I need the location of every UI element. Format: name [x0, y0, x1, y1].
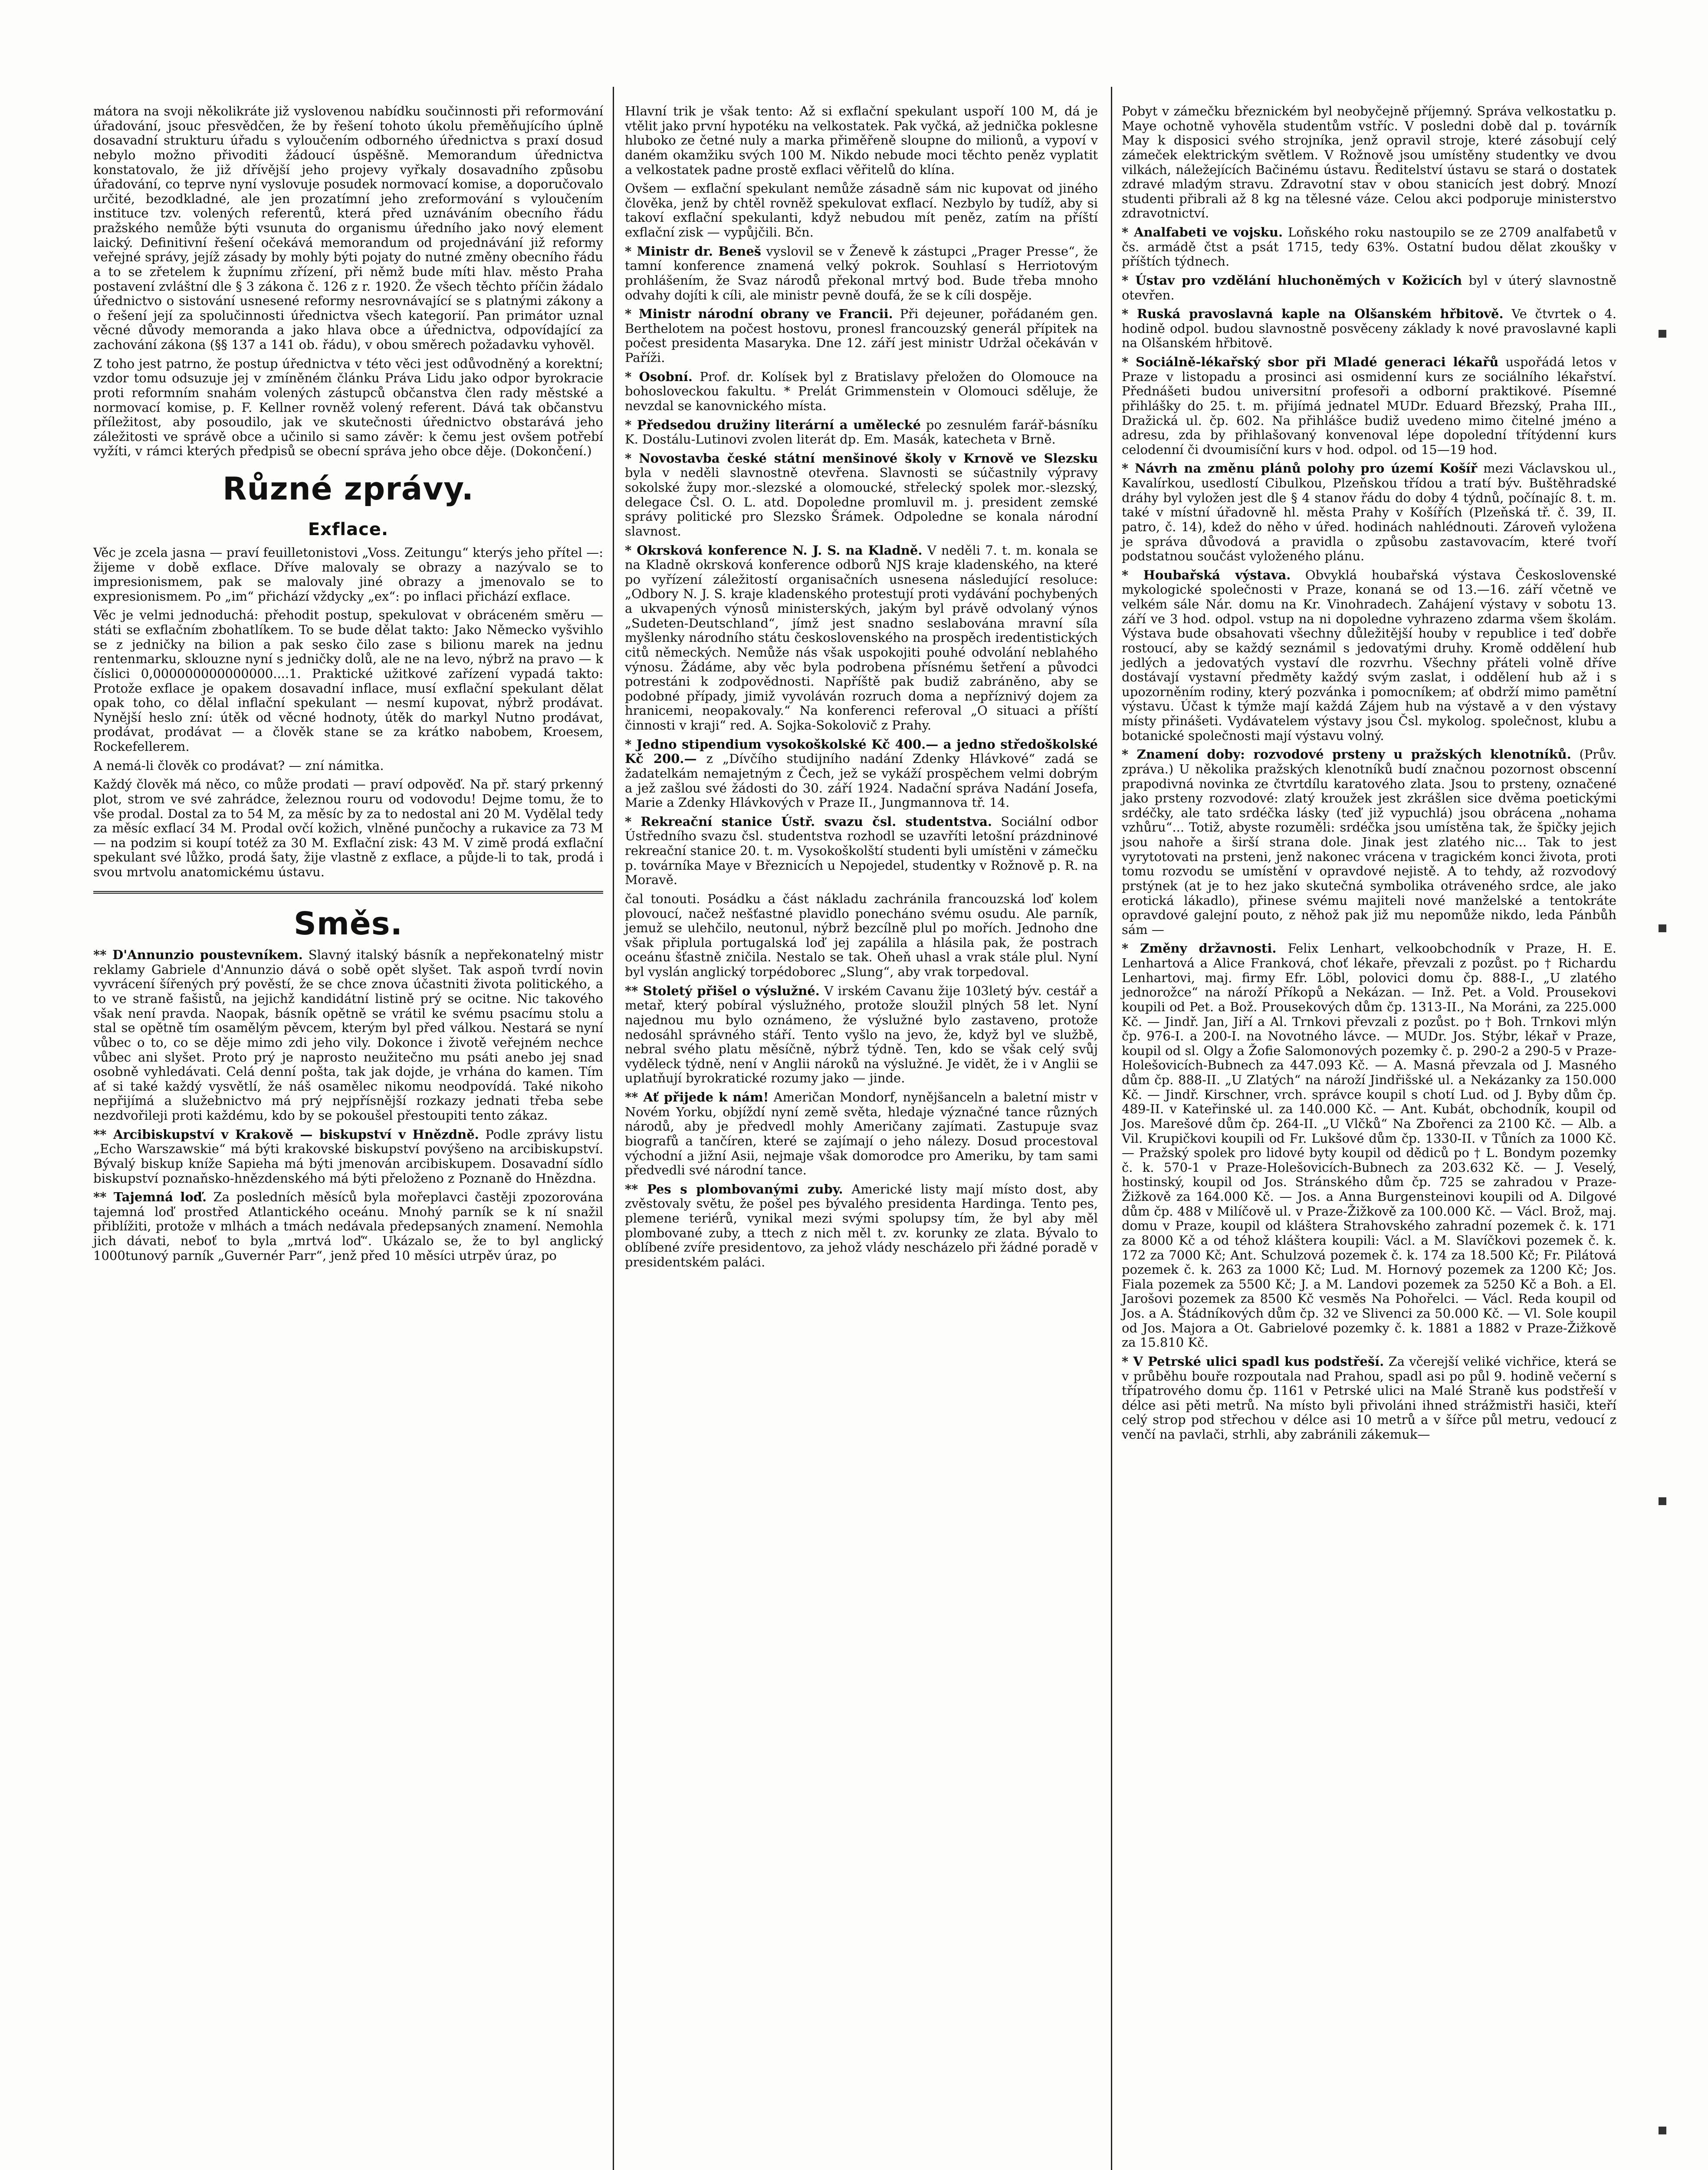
article-paragraph	[1122, 568, 1616, 743]
article-paragraph	[1122, 225, 1616, 269]
article-title: * Ministr dr. Beneš	[625, 243, 762, 259]
article-title: * Návrh na změnu plánů polohy pro území Košíř	[1122, 461, 1478, 476]
article-title: ** D'Annunzio poustevníkem.	[93, 947, 303, 963]
article-paragraph	[93, 777, 603, 879]
article-paragraph	[93, 1128, 603, 1186]
article-paragraph	[625, 892, 1098, 980]
column-3-articles	[1122, 104, 1616, 1442]
article-paragraph	[93, 546, 603, 604]
article-text: mátora na svoji několikráte již vyslovenou nabídku součinnosti při reformování úřadování, jsouc přesvědčen, že by řešení tohoto úkolu přeměňujícího úplně dosavadní strukturu úřadu s vyloučením odborného úřednictva s praxí dosud nebylo možno přivoditi žádoucí úspěšně. Memorandum úřednictva konstatovalo, že již dřívější jeho projevy vyřkaly dosavadního způsobu úřadování, co teprve nyní vyslovuje posudek normovací komise, a doporučovalo určité, bezodkladné, ale jen prozatímní jeho zreformování s vyloučením instituce tzv. volených referentů, která před uznáváním obecního řádu pražského nemůže býti vsunuta do organismu úředního jako nový element laický. Definitivní řešení očekává memorandum od projednávání již reformy veřejné správy, jejíž zásady by mohly býti pojaty do nutné změny obecního řádu a to se zřetelem k župnímu zřízení, při němž bude míti hlav. město Praha postavení zvláštní dle § 3 zákona č. 126 z r. 1920. Že všech těchto příčin žádalo úřednictvo o sistování usnesené reformy nesrovnávající se s platnými zákony a o řešení její za spolučinnosti úřednictva všech kategorií. Pan primátor uznal věcné důvody memoranda a jako hlava obce a úřednictva, odpovídající za zachování zákona (§§ 137 a 141 ob. řádu), v obou směrech požadavku vyhověl.	[93, 104, 603, 352]
article-paragraph	[625, 451, 1098, 539]
article-title: * Okrsková konference N. J. S. na Kladně.	[625, 542, 923, 558]
article-title: ** Arcibiskupství v Krakově — biskupství v Hnězdně.	[93, 1127, 479, 1142]
article-title: * Ústav pro vzdělání hluchoněmých v Kožicích	[1122, 273, 1462, 288]
article-title: ** Ať přijede k nám!	[625, 1090, 769, 1105]
article-paragraph	[625, 543, 1098, 733]
scan-edge-mark	[1659, 330, 1666, 338]
article-paragraph	[1122, 1355, 1616, 1442]
article-text: Ovšem — exflační spekulant nemůže zásadně sám nic kupovat od jiného člověka, jenž by chtěl rovněž spekulovat exflací. Nezbylo by tudíž, aby si takoví exflační spekulanti, když nebudou mít peněz, zatím na příští exflační zisk — vypůjčili. Bčn.	[625, 181, 1098, 240]
article-paragraph	[1122, 941, 1616, 1350]
article-title: * Předsedou družiny literární a umělecké	[625, 417, 921, 432]
article-text: byla v neděli slavnostně otevřena. Slavnosti se súčastnily výpravy sokolské župy mor.-slezské a olomoucké, střelecký spolek mor.-slezský, delegace Čsl. O. L. atd. Dopoledne promluvil m. j. president zemské správy politické pro Slezsko Šrámek. Odpoledne se konala národní slavnost.	[625, 465, 1098, 539]
article-paragraph	[93, 759, 603, 773]
article-paragraph	[625, 307, 1098, 365]
section-heading-smes: Směs.	[294, 905, 403, 942]
article-title: * Změny državnosti.	[1122, 941, 1277, 956]
article-text: Hlavní trik je však tento: Až si exflační spekulant uspoří 100 M, dá je vtělit jako první hypotéku na velkostatek. Pak vyčká, až jednička poklesne hluboko ze četné nuly a marka přiměřeně sloupne do milionů, a vypoví v daném okamžiku svých 100 M. Nikdo nebude moci těchto peněz vyplatit a velkostatek padne prostě exflaci věřitelů do klína.	[625, 104, 1098, 177]
article-text: Při dejeuner, pořádaném gen. Berthelotem na počest hostovu, pronesl francouzský generál přípitek na počest presidenta Masaryka. Dne 12. září jest ministr Udržal očekáván v Paříži.	[625, 306, 1098, 365]
article-text: V irském Cavanu žije 103letý býv. cestář a metař, který pobíral výslužného, protože sloužil plných 58 let. Nyní najednou mu bylo oznámeno, že výslužné bylo zastaveno, protože nedosáhl správného stáří. Tento vyšlo na jevo, že, když byl ve službě, nebral svého platu měsíčně, nýbrž týdně. Ten, kdo se však celý svůj vyděleck týdně, není v Anglii nároků na výslužné. Je vidět, že i v Anglii se uplatňují byrokratické rozumy jako — jinde.	[625, 983, 1098, 1086]
article-paragraph	[625, 418, 1098, 447]
article-text: po zesnulém farář-básníku K. Dostálu-Lutinovi zvolen literát dp. Em. Masák, katecheta v Brně.	[625, 417, 1098, 447]
scan-edge-mark	[1659, 1497, 1666, 1505]
article-text: Ve čtvrtek o 4. hodině odpol. budou slavnostně posvěceny základy k nové pravoslavné kapli na Olšanském hřbitově.	[1122, 306, 1617, 351]
article-text: Sociální odbor Ústředního svazu čsl. studentstva rozhodl se uzavříti letošní prázdninové rekreační stanice 20. t. m. Vysokoškolští studenti byli umístěni v zámečku p. továrníka Maye v Březnicích u Nepojedel, studentky v Rožnově p. R. na Moravě.	[625, 814, 1098, 888]
article-text: V neděli 7. t. m. konala se na Kladně okrsková konference odborů NJS kraje kladenského, na které po vyřízení záležitostí organisačních usnesena následující resoluce: „Odbory N. J. S. kraje kladenského protestují proti vydávání pochybených a ukvapených výnosů ministerských, jakým byl právě odvolaný výnos „Sudeten-Deutschland“, jímž jest snadno seslabována mravní síla myšlenky národního státu československého na prospěch iredentistických citů německých. Nemůže nás však uspokojiti pouhé odvolání neblahého výnosu. Žádáme, aby věc byla podrobena přísnému šetření a původci potrestáni k zodpovědnosti. Napříště pak budiž zabráněno, aby se podobné případy, jimiž vyvoláván rozruch doma a nepříznivý dojem za hranicemi, neopakovaly.“ Na konferenci referoval „O situaci a příští činnosti v kraji“ red. A. Sojka-Sokolovič z Prahy.	[625, 542, 1098, 733]
article-paragraph	[625, 815, 1098, 888]
article-text: A nemá-li člověk co prodávat? — zní námitka.	[93, 758, 384, 773]
article-heading-exflace: Exflace.	[308, 519, 389, 539]
article-title: * Ministr národní obrany ve Francii.	[625, 306, 893, 322]
article-paragraph	[625, 737, 1098, 810]
article-paragraph	[1122, 461, 1616, 563]
article-text: Podle zprávy listu „Echo Warszawskie“ má býti krakovské biskupství povýšeno na arcibiskupství. Bývalý biskup kníže Sapieha má býti jmenován arcibiskupem. Dosavadní sídlo biskupství poznaňsko-hnězdenského má býti přeloženo z Poznaně do Hnězdna.	[93, 1127, 603, 1186]
article-paragraph	[625, 1090, 1098, 1178]
article-title: * Sociálně-lékařský sbor při Mladé generaci lékařů	[1122, 355, 1499, 369]
article-paragraph	[1122, 104, 1616, 221]
article-text: Každý člověk má něco, co může prodati — praví odpověď. Na př. starý prkenný plot, strom ve své zahrádce, železnou rouru od vodovodu! Dejme tomu, že to vše prodal. Dostal za to 54 M, za měsíc by za to nedostal ani 20 M. Vydělal tedy za měsíc exflací 34 M. Prodal ovčí kožich, vlněné punčochy a rukavice za 73 M — na podzim si koupí totéž za 30 M. Exflační zisk: 43 M. V zimě prodá exflační spekulant své lůžko, prodá šaty, žije vlastně z exflace, a půjde-li to tak, prodá i svou mrtvolu anatomickému ústavu.	[93, 777, 603, 880]
article-title: * Osobní.	[625, 369, 693, 384]
column-1-smes-articles	[93, 948, 603, 1263]
scan-edge-mark	[1659, 2127, 1666, 2134]
article-text: Loňského roku nastoupilo se ze 2709 analfabetů v čs. armádě čtst a psát 1715, tedy 63%. Ostatní budou dělat zkoušky v příštích týdnech.	[1122, 225, 1617, 269]
article-title: ** Stoletý přišel o výslužné.	[625, 983, 820, 998]
article-paragraph	[625, 370, 1098, 414]
section-heading-ruzne-zpravy: Různé zprávy.	[223, 470, 474, 507]
article-paragraph	[93, 608, 603, 754]
article-text: čal tonouti. Posádku a část nákladu zachránila francouzská loď kolem plovoucí, načež nešťastné plavidlo ponecháno svému osudu. Ale parník, jemuž se ulehčilo, neutonul, nýbrž bezcílně plul po mořích. Jednoho dne však připlula portugalská loď jej zapálila a hlásila pak, že postrach oceánu šťastně zničila. Nestalo se tak. Oheň uhasl a vrak stále plul. Nyní byl vyslán anglický torpédoborec „Slung“, aby vrak torpedoval.	[625, 891, 1098, 979]
article-paragraph	[1122, 273, 1616, 302]
article-paragraph	[1122, 355, 1616, 457]
article-paragraph	[625, 244, 1098, 303]
article-paragraph	[93, 1190, 603, 1263]
column-1-top-articles	[93, 104, 603, 459]
article-title: ** Tajemná loď.	[93, 1190, 207, 1205]
article-text: Věc je velmi jednoduchá: přehodit postup, spekulovat v obráceném směru — státi se exflačním zbohatlíkem. To se bude dělat takto: Jako Německo vyšvihlo se z jedničky na bilion a pak sesko čilo zase s bilionu marek na jednu rentenmarku, sklouzne nyní s jedničky dolů, ale ne na levo, nýbrž na pravo — k číslici 0,000000000000000....1. Praktické užitkové zařízení vypadá takto: Protože exflace je opakem dosavadní inflace, musí exflační spekulant dělat opak toho, co dělal inflační spekulant — nesmí kupovat, nýbrž prodávat. Nynější heslo zní: útěk od věcné hodnoty, útěk do markyl Nutno prodávat, prodávat, prodávat — a člověk stane se za krátko nabobem, Kroesem, Rockefellerem.	[93, 608, 603, 754]
article-paragraph	[625, 104, 1098, 177]
article-text: Obvyklá houbařská výstava Československé mykologické společnosti v Praze, konaná se od 13.—16. září včetně ve velkém sále Nár. domu na Kr. Vinohradech. Zahájení výstavy v sobotu 13. září ve 3 hod. odpol. vstup na ni dopoledne vyhrazeno zdarma všem školám. Výstava bude obsahovati všechny důležitější houby v republice i teď dobře rostoucí, aby se každý seznámil s jedovatými druhy. Kromě oddělení hub jedlých a jedovatých vystaví dle rozvrhu. Všechny přáteli volně dříve dostávají vystavní předměty každý svým zaslat, i oddělení hub až i s upozorněním rodiny, který pozvánka i pomocníkem; ať obdrží mimo pamětní výstavu. Účast k týmže mají každá Zájem hub na výstavě a v den výstavy místy přinášeti. Vydávatelem výstavy jsou Čsl. mykolog. společnost, klubu a botanické společnosti mají výstavu volný.	[1122, 567, 1617, 743]
article-text: Prof. dr. Kolísek byl z Bratislavy přeložen do Olomouce na bohosloveckou fakultu. * Prelát Grimmenstein v Olomouci sděluje, že nevzdal se kanovnického místa.	[625, 369, 1098, 413]
article-paragraph	[625, 181, 1098, 240]
column-3	[1122, 104, 1616, 1447]
article-text: (Prův. zpráva.) U několika pražských klenotníků budí značnou pozornost obscenní prapodivná novinka ze čtvrtdílu karatového zlata. Jsou to prsteny, označené jako prsteny rozvodové: zlatý kroužek jest zkrášlen sice dvěma poetickými srdéčky, ale tato srdéčka lásky (teď již vypuchlá) jsou obrácena „nohama vzhůru“... Totiž, abyste rozuměli: srdéčka jsou umístěna tak, že špičky jejich jsou nahoře a širší strana dole. Jinak jest zlatého nic... Tak to jest vyrytotovati na prsteni, jenž nakonec vrácena v tragickém konci života, proti tomu rozvodu se umístění v opravdové nejistě. A to tehdy, až rozvodový prstýnek (at je to hez jako skutečná symbolika otráveného srdce, ale jako erotická lákadlo), přinese svému majiteli nové manželské a tentokráte opravdové galejní pouto, z něhož pak již mu nepomůže nikdo, leda Pánbůh sám —	[1122, 747, 1616, 937]
column-rule-1	[613, 87, 614, 2170]
article-text: Americké listy mají místo dost, aby zvěstovaly světu, že pošel pes bývalého presidenta Hardinga. Tento pes, plemene teriérů, vynikal mezi svými spolupsy tím, že byl aby měl plombované zuby, a ttech z nich měl t. zv. korunky ze zlata. Bývalo to oblíbené zvíře presidentovo, za jehož vlády nescházelo při žádné poradě v presidentském paláci.	[625, 1181, 1098, 1269]
article-text: Věc je zcela jasna — praví feuilletonistovi „Voss. Zeitungu“ kterýs jeho přítel —: žijeme v době exflace. Dříve malovaly se obrazy a nazývalo se to impresionismem, pak se malovaly jiné obrazy a jmenovalo se to expresionismem. Po „im“ přichází vždycky „ex“: po inflaci přichází exflace.	[93, 545, 603, 604]
article-text: Za posledních měsíců byla mořeplavci častěji zpozorována tajemná loď prostřed Atlantického oceánu. Mnohý parník se k ní snažil přiblížiti, protože v mlhách a tmách nedávala předepsaných znamení. Nemohla jich dávati, neboť to byla „mrtvá loď“. Ukázalo se, že to byl anglický 1000tunový parník „Guvernér Parr“, jenž před 10 měsíci utrpěv úraz, po	[93, 1190, 604, 1263]
column-1-exflace-article	[93, 546, 603, 880]
article-title: * Znamení doby: rozvodové prsteny u pražských klenotníků.	[1122, 747, 1571, 762]
article-paragraph	[625, 984, 1098, 1086]
article-text: Z toho jest patrno, že postup úřednictva v této věci jest odůvodněný a korektní; vzdor tomu odsuzuje jej v zmíněném článku Práva Lidu jako odpor byrokracie proti reformním snahám volených zástupců občanstva člen rady městské a normovací komise, p. F. Kellner rovněž volený referent. Dává tak občanstvu příležitost, aby posoudilo, jak ve skutečnosti úřednictvo obstarává jeho záležitosti ve správě obce a učinilo si samo závěr: k čemu jest ovšem potřebí vyžíti, v rámci kterých předpisů se obecní správa jeho obce děje. (Dokončení.)	[93, 356, 603, 459]
article-text: byl v úterý slavnostně otevřen.	[1122, 273, 1617, 302]
scan-edge-mark	[1659, 924, 1666, 932]
article-paragraph	[1122, 747, 1616, 937]
article-paragraph	[93, 357, 603, 459]
article-title: * V Petrské ulici spadl kus podstřeší.	[1122, 1354, 1384, 1369]
article-text: Felix Lenhart, velkoobchodník v Praze, H. E. Lenhartová a Alice Franková, choť lékaře, převzali z pozůst. po † Richardu Lenhartovi, maj. firmy Efr. Löbl, polovici domu čp. 888-I., „U zlatého jednorožce“ na nároží Příkopů a Nekázan. — Inž. Pet. a Vold. Prousekovi koupili od Pet. a Bož. Prousekových dům čp. 1313-II., Na Moráni, za 225.000 Kč. — Jindř. Jan, Jiří a Al. Trnkovi převzali z pozůst. po † Boh. Trnkovi mlýn čp. 976-I. a 200-I. na Novotného lávce. — MUDr. Jos. Stýbr, lékař v Praze, koupil od sl. Olgy a Žofie Salomonových pozemky č. p. 290-2 a 290-5 v Praze-Holešovicích-Bubnech za 447.093 Kč. — A. Masná převzala od J. Masného dům čp. 888-II. „U Zlatých“ na nároží Jindřišské ul. a Nekázanky za 150.000 Kč. — Jindř. Kirschner, vrch. správce koupil s chotí Lud. od J. Byby dům čp. 489-II. v Kateřinské ul. za 140.000 Kč. — Ant. Kubát, obchodník, koupil od Jos. Marešové dům čp. 264-II. „U Vlčků“ Na Zbořenci za 2100 Kč. — Alb. a Vil. Krupičkovi koupili od Fr. Lukšové dům čp. 1330-II. v Tůních za 1000 Kč. — Pražský spolek pro lidové byty koupil od dědiců po † L. Bondym pozemky č. k. 570-1 v Praze-Holešovicích-Bubnech za 203.632 Kč. — J. Veselý, hostinský, koupil od Jos. Stránského dům čp. 725 se zahradou v Praze-Žižkově za 164.000 Kč. — Jos. a Anna Burgensteinovi koupili od A. Dilgové dům čp. 488 v Milíčově ul. v Praze-Žižkově za 100.000 Kč. — Václ. Brož, maj. domu v Praze, koupil od kláštera Strahovského zahradní pozemek č. k. 171 za 8000 Kč a od téhož kláštera koupili: Václ. a M. Slavíčkovi pozemek č. k. 172 za 7000 Kč; Ant. Schulzová pozemek č. k. 174 za 18.500 Kč; Fr. Pilátová pozemek č. k. 263 za 1000 Kč; Lud. M. Hornový pozemek za 1200 Kč; Jos. Fiala pozemek za 5500 Kč; J. a M. Landovi pozemek za 5250 Kč a Boh. a El. Jarošovi pozemek za 8500 Kč vesměs Na Pohořelci. — Václ. Reda koupil od Jos. a A. Štádníkových dům čp. 32 ve Slivenci za 50.000 Kč. — Vl. Sole koupil od Jos. Majora a Ot. Gabrielové pozemky č. k. 1881 a 1882 v Praze-Žižkově za 15.810 Kč.	[1122, 941, 1616, 1350]
article-paragraph	[625, 1182, 1098, 1270]
article-paragraph	[1122, 307, 1616, 351]
section-divider	[93, 891, 603, 894]
article-text: Za včerejší veliké vichřice, která se v průběhu bouře rozpoutala nad Prahou, spadl asi po půl 9. hodině večerní s třípatrového domu čp. 1161 v Petrské ulici na Malé Straně kus podstřeší v délce asi pěti metrů. Na místo byli přivoláni ihned strážmistři hasiči, kteří celý strop pod střechou v délce asi 10 metrů a v šířce půl metru, vedoucí z venčí na pavlači, strhli, aby zabránili zákemuk—	[1122, 1354, 1617, 1442]
article-text: z „Dívčího studijního nadání Zdenky Hlávkové“ zadá se žadatelkám nemajetným z Čech, jež se vykáží prospěchem velmi dobrým a jež zašlou své žádosti do 30. září 1924. Nadační správa Nadání Josefa, Marie a Zdenky Hlávkových v Praze II., Jungmannova tř. 14.	[625, 751, 1098, 810]
column-2	[625, 104, 1098, 1274]
article-text: Pobyt v zámečku březnickém byl neobyčejně příjemný. Správa velkostatku p. Maye ochotně vyhověla studentům vstříc. V posledni době dal p. továrník May k disposici svého strojníka, jenž opravil stroje, které zásobují celý zámeček elektrickým světlem. V Rožnově jsou umístěny studentky ve dvou vilkách, náležejících Bačinému ústavu. Ředitelství ústavu se stará o dostatek zdravé mladým stravu. Zdravotní stav v obou stanicích jest dobrý. Mnozí studenti přibrali až 8 kg na tělesné váze. Celou akci podporuje ministerstvo zdravotnictví.	[1122, 104, 1616, 221]
article-title: * Houbařská výstava.	[1122, 567, 1291, 582]
article-title: * Ruská pravoslavná kaple na Olšanském hřbitově.	[1122, 306, 1504, 322]
article-title: * Novostavba české státní menšinové školy v Krnově ve Slezsku	[625, 450, 1098, 466]
article-text: Američan Mondorf, nynějšanceln a baletní mistr v Novém Yorku, objíždí nyní země světa, hledaje význačné tance různých národů, aby je předvedl mohly Američany zajímati. Zastupuje svaz biografů a tančíren, které se zajímají o jeho nálezy. Dosud procestoval východní a jižní Asii, nejmaje však domorodce pro Ameriku, by tam sami předvedli své národní tance.	[625, 1090, 1098, 1178]
article-title: * Rekreační stanice Ústř. svazu čsl. studentstva.	[625, 814, 992, 829]
article-text: uspořádá letos v Praze v listopadu a prosinci asi osmidenní kurs ze sociálního lékařství. Přednášeti budou universitní profesoři a odborní praktikové. Písemné přihlášky do 25. t. m. přijímá jednatel MUDr. Eduard Březský, Praha III., Dražická ul. čp. 602. Na přihlášce budiž uvedeno mimo čitelné jméno a adresu, zda by přihlašovaný konvenoval lépe dopolední třítýdenní kurs celodenní či dvoumisíční kurs v hod. odpol. od 15—19 hod.	[1122, 355, 1617, 457]
article-paragraph	[93, 104, 603, 352]
article-text: vyslovil se v Ženevě k zástupci „Prager Presse“, že tamní konference znamená velký pokrok. Souhlasí s Herriotovým prohlášením, že Svaz národů překonal mrtvý bod. Bude třeba mnoho odvahy dojíti k cíli, ale ministr pevně doufá, že se k cíli dospěje.	[625, 243, 1098, 302]
column-2-articles	[625, 104, 1098, 1270]
column-1	[93, 104, 603, 1267]
article-paragraph	[93, 948, 603, 1123]
article-title: ** Pes s plombovanými zuby.	[625, 1181, 843, 1197]
article-title: * Jedno stipendium vysokoškolské Kč 400.— a jedno středoškolské Kč 200.—	[625, 736, 1098, 766]
article-text: mezi Václavskou ul., Kavalírkou, usedlostí Cibulkou, Plzeňskou třídou a tratí býv. Buštěhradské dráhy byl vyložen jest dle § 4 stanov řádu do doby 4 týdnů, počínajíc 8. t. m. také v místní úřadovně hl. města Prahy v Košířích (Plzeňská tř. č. 39, II. patro, č. 14), kdež do něho v úřed. hodinách nahlédnouti. Zároveň vyložena je správa důvodová a pravidla o způsobu zastavovacím, které tvoří podstatnou součást vyloženého plánu.	[1122, 461, 1616, 564]
column-rule-2	[1111, 87, 1112, 2170]
article-text: Slavný italský básník a nepřekonatelný mistr reklamy Gabriele d'Annunzio dává o sobě opět slyšet. Tak aspoň tvrdí novin vyvrácení šířených prý pověstí, že se chce znova účastniti života politického, a to ve straně fašistů, na jejichž kandidátní listině prý se ocitne. Nic takového však není pravda. Naopak, básník opětně se vrátil ke svému psacímu stolu a stal se opětně tím osamělým pěvcem, kterým byl před válkou. Nestará se nyní vůbec o to, co se děje mimo zdi jeho vily. Dokonce i životě veřejném nechce vůbec ani slyšet. Proto prý je naprosto neužitečno mu psáti anebo jej snad osobně vyhledávati. Celá denní pošta, tak jak dojde, je vrhána do kamen. Tím ať si také každý vysvětlí, že náš osamělec nikomu neodpovídá. Také nikoho nepřijímá a služebnictvo má prý nejpřísnější rozkazy jednati třeba sebe nezdvořileji proti každému, kdo by se pokoušel přestoupiti tento zákaz.	[93, 947, 604, 1123]
article-title: * Analfabeti ve vojsku.	[1122, 225, 1283, 240]
